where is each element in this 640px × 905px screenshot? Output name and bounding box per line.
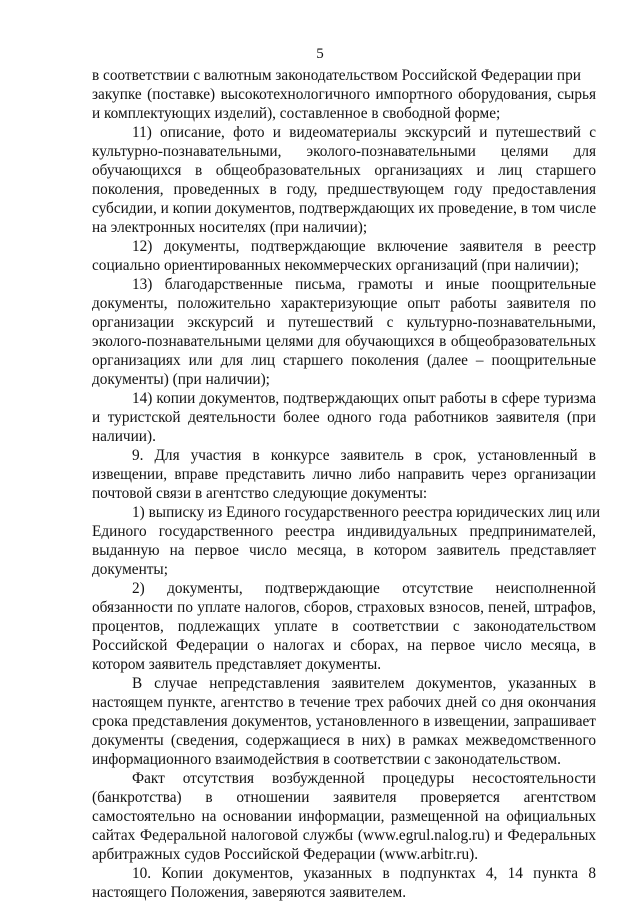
text-line: документы (сведения, содержащиеся в них) в рамках межведомственного bbox=[92, 732, 596, 749]
text-line: Единого государственного реестра индивидуальных предпринимателей, bbox=[92, 523, 596, 540]
text-line: обучающихся в общеобразовательных организациях и лиц старшего bbox=[92, 162, 596, 179]
text-line: 9. Для участия в конкурсе заявитель в срок, установленный в bbox=[132, 447, 596, 464]
text-line: культурно-познавательными, эколого-познавательными целями для bbox=[92, 143, 596, 160]
text-line: выданную на первое число месяца, в котором заявитель представляет bbox=[92, 542, 596, 559]
text-line: обязанности по уплате налогов, сборов, страховых взносов, пеней, штрафов, bbox=[92, 599, 596, 616]
text-line: 14) копии документов, подтверждающих опыт работы в сфере туризма bbox=[132, 390, 596, 407]
text-line: социально ориентированных некоммерческих организаций (при наличии); bbox=[92, 257, 579, 274]
text-line: документы; bbox=[92, 561, 168, 578]
text-line: 2) документы, подтверждающие отсутствие неисполненной bbox=[132, 580, 596, 597]
text-line: настоящем пункте, агентство в течение трех рабочих дней со дня окончания bbox=[92, 694, 596, 711]
text-line: закупке (поставке) высокотехнологичного импортного оборудования, сырья bbox=[92, 86, 596, 103]
text-line: организации экскурсий и путешествий с культурно-познавательными, bbox=[92, 314, 596, 331]
text-line: срока представления документов, установленного в извещении, запрашивает bbox=[92, 713, 596, 730]
text-line: документы, положительно характеризующие опыт работы заявителя по bbox=[92, 295, 596, 312]
text-line: арбитражных судов Российской Федерации (www.arbitr.ru). bbox=[92, 846, 479, 863]
text-line: и туристской деятельности более одного года работников заявителя (при bbox=[92, 409, 596, 426]
text-line: 10. Копии документов, указанных в подпунктах 4, 14 пункта 8 bbox=[132, 865, 596, 882]
text-line: поколения, проведенных в году, предшествующем году предоставления bbox=[92, 181, 596, 198]
text-line: (банкротства) в отношении заявителя проверяется агентством bbox=[92, 789, 596, 806]
text-line: эколого-познавательными целями для обучающихся в общеобразовательных bbox=[92, 333, 596, 350]
text-line: почтовой связи в агентство следующие документы: bbox=[92, 485, 428, 502]
text-line: организациях или для лиц старшего поколения (далее – поощрительные bbox=[92, 352, 596, 369]
text-line: извещении, вправе представить лично либо направить через организации bbox=[92, 466, 596, 483]
text-line: сайтах Федеральной налоговой службы (www.egrul.nalog.ru) и Федеральных bbox=[92, 827, 596, 844]
text-line: наличии). bbox=[92, 428, 156, 445]
text-line: субсидии, и копии документов, подтверждающих их проведение, в том числе bbox=[92, 200, 597, 217]
text-line: настоящего Положения, заверяются заявителем. bbox=[92, 884, 407, 901]
text-line: 13) благодарственные письма, грамоты и иные поощрительные bbox=[132, 276, 596, 293]
text-line: самостоятельно на основании информации, размещенной на официальных bbox=[92, 808, 596, 825]
text-line: процентов, подлежащих уплате в соответствии с законодательством bbox=[92, 618, 596, 635]
text-line: и комплектующих изделий), составленное в свободной форме; bbox=[92, 105, 501, 122]
text-line: 11) описание, фото и видеоматериалы экскурсий и путешествий с bbox=[132, 124, 596, 141]
text-line: Факт отсутствия возбужденной процедуры несостоятельности bbox=[132, 770, 596, 787]
text-line: котором заявитель представляет документы. bbox=[92, 656, 382, 673]
text-line: В случае непредставления заявителем документов, указанных в bbox=[132, 675, 596, 692]
text-line: 12) документы, подтверждающие включение заявителя в реестр bbox=[132, 238, 596, 255]
text-line: информационного взаимодействия в соответствии с законодательством. bbox=[92, 751, 561, 768]
text-line: Российской Федерации о налогах и сборах, на первое число месяца, в bbox=[92, 637, 596, 654]
text-line: 1) выписку из Единого государственного реестра юридических лиц или bbox=[132, 504, 601, 521]
text-line: на электронных носителях (при наличии); bbox=[92, 219, 368, 236]
text-line: документы) (при наличии); bbox=[92, 371, 270, 388]
page-number: 5 bbox=[316, 46, 324, 62]
text-line: в соответствии с валютным законодательством Российской Федерации при bbox=[92, 67, 581, 84]
